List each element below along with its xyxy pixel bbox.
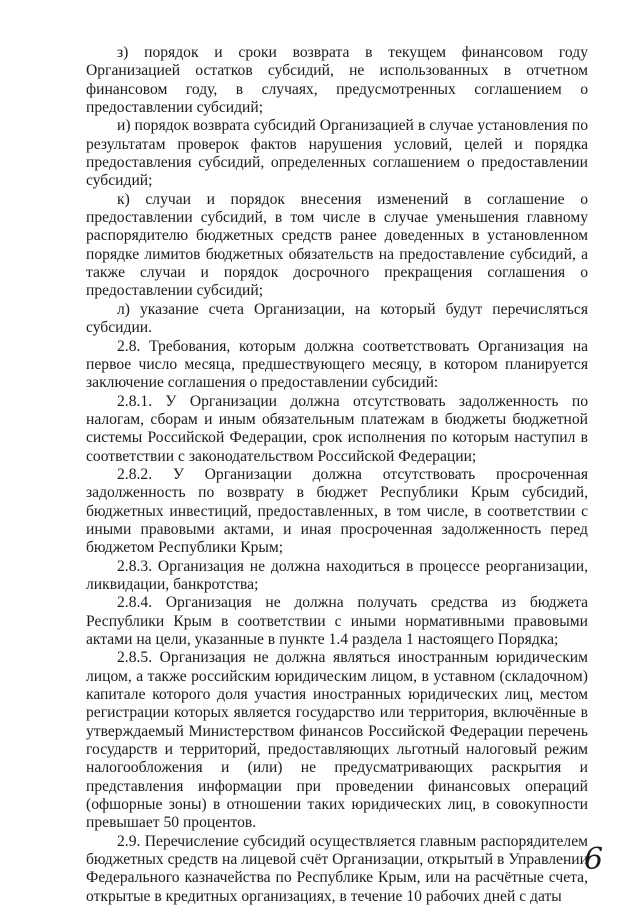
paragraph-l-account-indication: л) указание счета Организации, на который будут перечисляться субсидии.	[86, 300, 588, 337]
paragraph-2-9-transfer-of-subsidies: 2.9. Перечисление субсидий осуществляется главным распорядителем бюджетных средств на лицевой счёт Организации, открытый в Управлении Федерального казначейства по Республике Крым, или на расчётные счета, открытые в кредитных организациях, в течение 10 рабочих дней с даты	[86, 832, 588, 905]
document-page	[86, 44, 588, 906]
paragraph-k-agreement-changes: к) случаи и порядок внесения изменений в соглашение о предоставлении субсидий, в том числе в случае уменьшения главному распорядителю бюджетных средств ранее доведенных в установленном порядке лимитов бюджетных обязательств на предоставление субсидий, а также случаи и порядок досрочного прекращения соглашения о предоставлении субсидий;	[86, 190, 588, 300]
paragraph-z-refund-of-balances: з) порядок и сроки возврата в текущем финансовом году Организацией остатков субсидий, не использованных в отчетном финансовом году, в случаях, предусмотренных соглашением о предоставлении субсидий;	[86, 44, 588, 117]
paragraph-2-8-1-no-tax-debt: 2.8.1. У Организации должна отсутствовать задолженность по налогам, сборам и иным обязательным платежам в бюджеты бюджетной системы Российской Федерации, срок исполнения по которым наступил в соответствии с законодательством Российской Федерации;	[86, 392, 588, 465]
paragraph-2-8-requirements: 2.8. Требования, которым должна соответствовать Организация на первое число месяца, предшествующего месяцу, в котором планируется заключение соглашения о предоставлении субсидий:	[86, 337, 588, 392]
paragraph-2-8-3-no-reorganization: 2.8.3. Организация не должна находиться в процессе реорганизации, ликвидации, банкротства;	[86, 557, 588, 593]
paragraph-2-8-5-not-foreign: 2.8.5. Организация не должна являться иностранным юридическим лицом, а также российским юридическим лицом, в уставном (складочном) капитале которого доля участия иностранных юридических лиц, местом регистрации которых является государство или территория, включённые в утверждаемый Министерством финансов Российской Федерации перечень государств и территорий, предоставляющих льготный налоговый режим налогообложения и (или) не предусматривающих раскрытия и представления информации при проведении финансовых операций (офшорные зоны) в отношении таких юридических лиц, в совокупности превышает 50 процентов.	[86, 649, 588, 832]
page-number: 6	[584, 842, 604, 877]
paragraph-2-8-2-no-overdue-debt: 2.8.2. У Организации должна отсутствовать просроченная задолженность по возврату в бюджет Республики Крым субсидий, бюджетных инвестиций, предоставленных, в том числе, в соответствии с иными правовыми актами, и иная просроченная задолженность перед бюджетом Республики Крым;	[86, 465, 588, 557]
paragraph-i-refund-on-violations: и) порядок возврата субсидий Организацией в случае установления по результатам проверок фактов нарушения условий, целей и порядка предоставления субсидий, определенных соглашением о предоставлении субсидий;	[86, 117, 588, 190]
paragraph-2-8-4-no-other-funds: 2.8.4. Организация не должна получать средства из бюджета Республики Крым в соответствии с иными нормативными правовыми актами на цели, указанные в пункте 1.4 раздела 1 настоящего Порядка;	[86, 594, 588, 648]
